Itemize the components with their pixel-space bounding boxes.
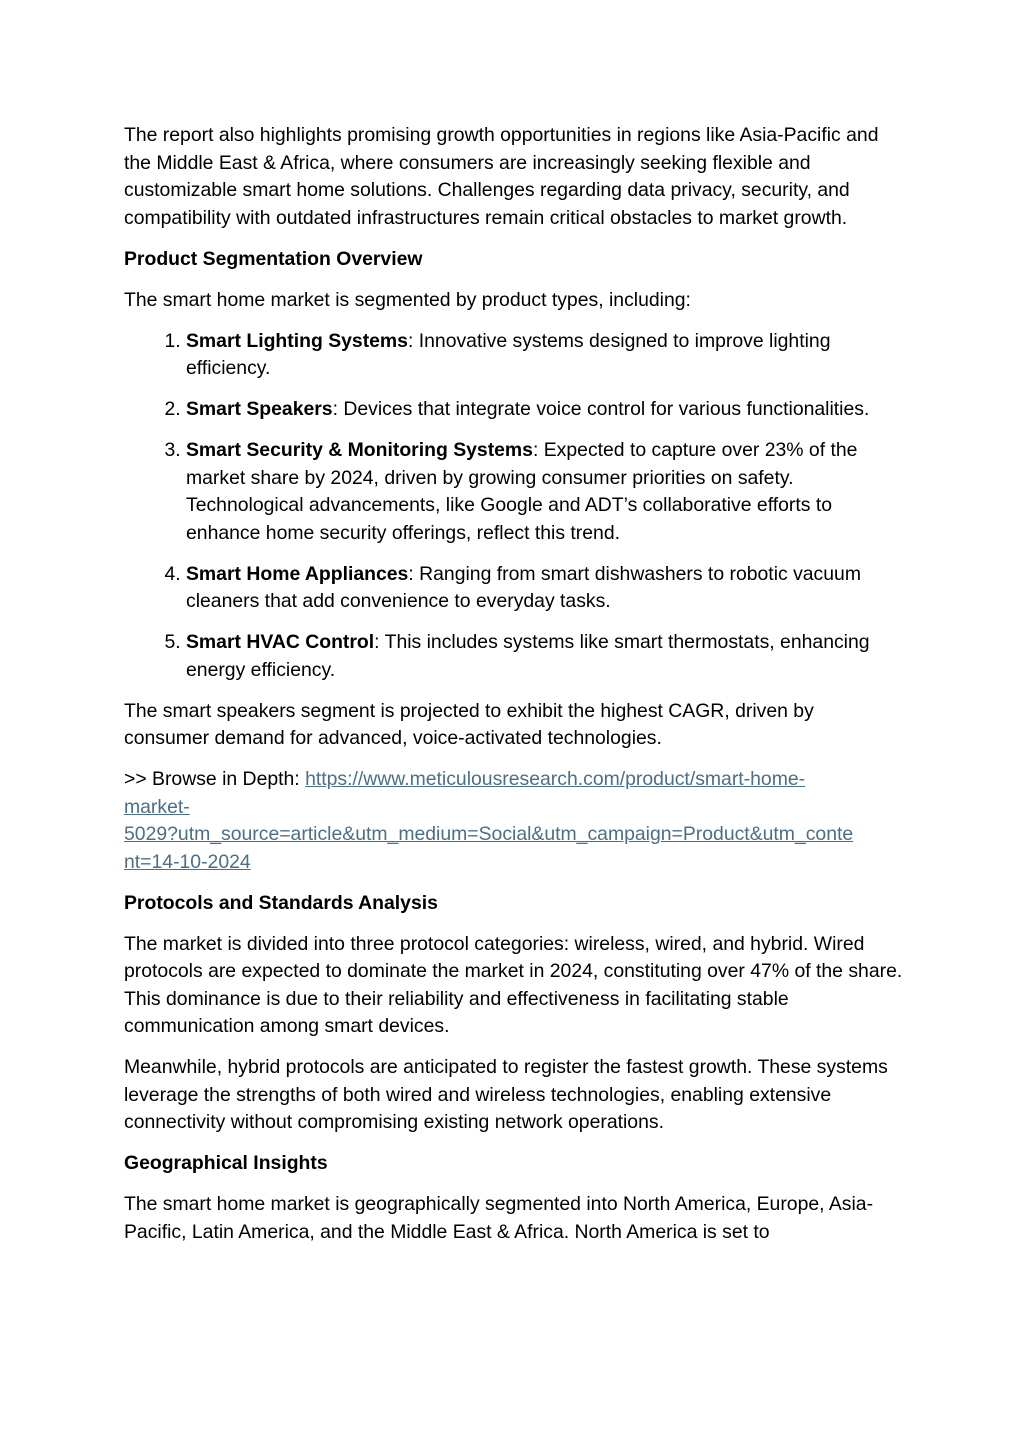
- product-segmentation-intro: The smart home market is segmented by product types, including:: [124, 288, 691, 311]
- product-segmentation-closing: The smart speakers segment is projected to exhibit the highest CAGR, driven by consumer demand for advanced, voice-activated technologies.: [124, 699, 814, 749]
- browse-link-line: 5029?utm_source=article&utm_medium=Social&utm_campaign=Product&utm_conte: [124, 823, 854, 845]
- list-item: [186, 437, 904, 547]
- list-item: [186, 561, 904, 616]
- list-item-description: : Expected to capture over 23% of the market share by 2024, driven by growing consumer priorities on safety. Technological advancements, like Google and ADT’s collaborative efforts to enhance home security offerings, reflect this trend.: [186, 439, 858, 544]
- browse-link-line: nt=14-10-2024: [124, 850, 251, 873]
- protocols-paragraph: Meanwhile, hybrid protocols are anticipated to register the fastest growth. These systems leverage the strengths of both wired and wireless technologies, enabling extensive connectivity without compromising existing network operations.: [124, 1056, 888, 1133]
- browse-label: >> Browse in Depth:: [124, 768, 306, 790]
- product-list: [124, 328, 904, 685]
- list-item: [186, 328, 904, 383]
- list-item-description: : Devices that integrate voice control for various functionalities.: [332, 398, 870, 420]
- browse-link-line: https://www.meticulousresearch.com/product/smart-home-: [305, 768, 806, 790]
- list-item-term: Smart Speakers: [186, 398, 333, 420]
- list-item-description: : Innovative systems designed to improve lighting efficiency.: [186, 329, 831, 379]
- intro-paragraph: The report also highlights promising growth opportunities in regions like Asia-Pacific and the Middle East & Africa, where consumers are increasingly seeking flexible and customizable smart home solutions. Challenges regarding data privacy, security, and compatibility with outdated infrastructures remain critical obstacles to market growth.: [124, 124, 879, 229]
- protocols-paragraph: The market is divided into three protocol categories: wireless, wired, and hybrid. Wired protocols are expected to dominate the market in 2024, constituting over 47% of the share. This dominance is due to their reliability and effectiveness in facilitating stable communication among smart devices.: [124, 932, 903, 1037]
- protocols-heading: Protocols and Standards Analysis: [124, 891, 438, 914]
- list-item-term: Smart Security & Monitoring Systems: [186, 439, 533, 461]
- list-item: [186, 396, 904, 424]
- list-item: [186, 629, 904, 684]
- list-item-term: Smart Lighting Systems: [186, 329, 408, 352]
- list-item-term: Smart HVAC Control: [186, 631, 375, 653]
- document-page: [124, 122, 904, 1260]
- geographical-heading: Geographical Insights: [124, 1152, 328, 1174]
- list-item-term: Smart Home Appliances: [186, 562, 409, 585]
- list-item-description: : This includes systems like smart thermostats, enhancing energy efficiency.: [186, 631, 870, 681]
- browse-in-depth: [124, 766, 904, 876]
- list-item-description: : Ranging from smart dishwashers to robotic vacuum cleaners that add convenience to everyday tasks.: [186, 562, 861, 612]
- geographical-paragraph: The smart home market is geographically segmented into North America, Europe, Asia-Pacific, Latin America, and the Middle East & Africa. North America is set to: [124, 1193, 874, 1243]
- product-segmentation-heading: Product Segmentation Overview: [124, 247, 423, 270]
- browse-link-line: market-: [124, 795, 190, 818]
